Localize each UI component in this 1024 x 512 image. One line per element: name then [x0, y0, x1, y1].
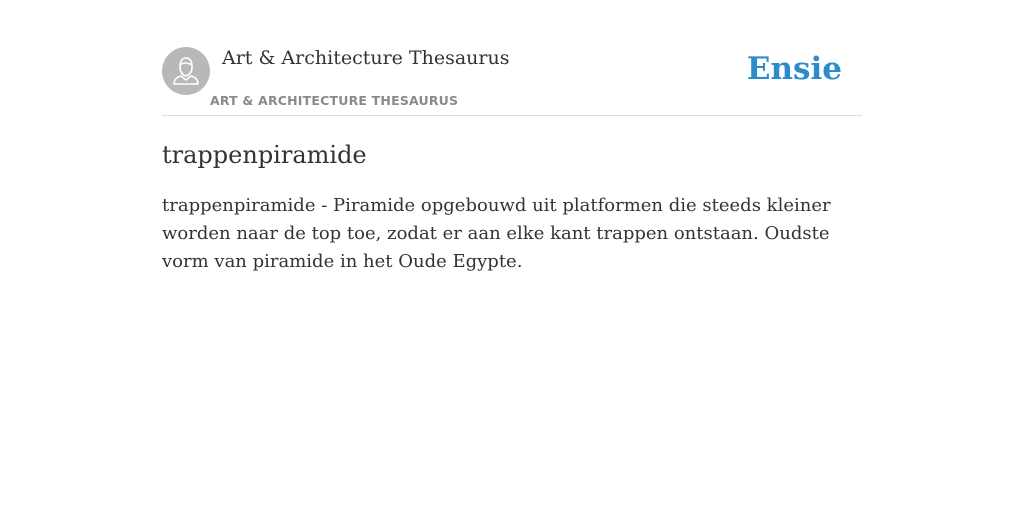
- author-name[interactable]: Art & Architecture Thesaurus: [222, 47, 510, 69]
- author-avatar[interactable]: [162, 47, 210, 95]
- entry-header: [162, 0, 862, 116]
- source-label: ART & ARCHITECTURE THESAURUS: [210, 93, 459, 108]
- user-silhouette-icon: [162, 47, 210, 95]
- entry-title: trappenpiramide: [162, 141, 367, 169]
- ensie-logo-link[interactable]: Ensie: [746, 51, 842, 87]
- entry-definition: trappenpiramide - Piramide opgebouwd uit platformen die steeds kleiner worden naar de top toe, zodat er aan elke kant trappen ontstaan. Oudste vorm van piramide in het Oude Egypte.: [162, 195, 831, 272]
